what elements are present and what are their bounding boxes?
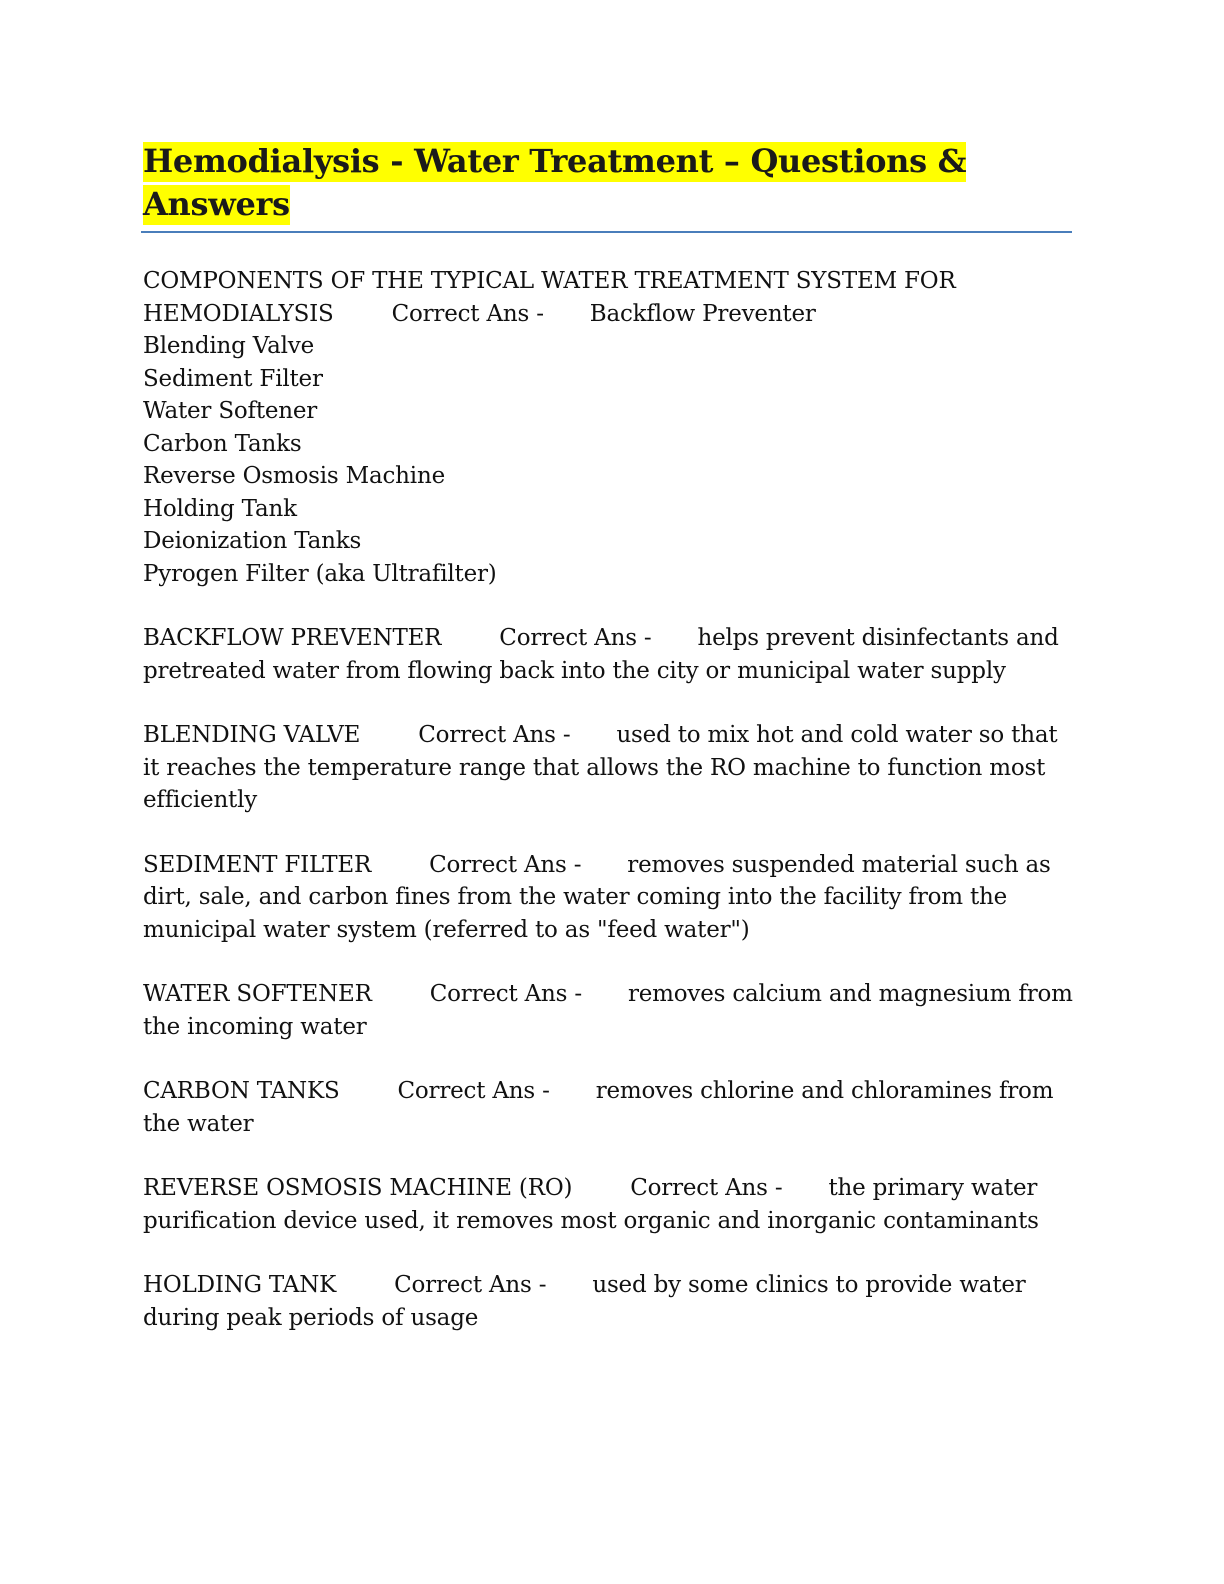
qa-item (143, 622, 1073, 687)
answer-label: Correct Ans - (397, 1078, 550, 1104)
answer-label: Correct Ans - (630, 1175, 783, 1201)
component-item: Blending Valve (143, 333, 314, 359)
qa-answer: used to mix hot and cold water so that it reaches the temperature range that allows the RO machine to function most efficiently (143, 722, 1058, 813)
answer-label: Correct Ans - (499, 625, 652, 651)
qa-answer: removes calcium and magnesium from the incoming water (143, 981, 1073, 1040)
component-item: Holding Tank (143, 495, 297, 522)
qa-question: HOLDING TANK (143, 1272, 337, 1298)
qa-answer: used by some clinics to provide water during peak periods of usage (143, 1272, 1026, 1331)
component-item: Sediment Filter (143, 365, 323, 392)
title-line-2: Answers (143, 185, 290, 223)
qa-item (143, 1172, 1073, 1237)
component-item: Deionization Tanks (143, 528, 362, 554)
document-body (143, 265, 1073, 1334)
title-line-1: Hemodialysis - Water Treatment – Questions & (143, 142, 967, 180)
qa-question: BACKFLOW PREVENTER (143, 625, 442, 651)
intro-first-answer: Backflow Preventer (589, 300, 816, 327)
qa-item (143, 1075, 1073, 1140)
title-divider (141, 231, 1072, 233)
component-item: Pyrogen Filter (aka Ultrafilter) (143, 560, 497, 587)
intro-question: COMPONENTS OF THE TYPICAL WATER TREATMENT SYSTEM FOR HEMODIALYSIS (143, 268, 956, 327)
qa-question: SEDIMENT FILTER (143, 851, 372, 878)
qa-question: WATER SOFTENER (143, 981, 372, 1007)
answer-label: Correct Ans - (429, 851, 582, 878)
qa-question: CARBON TANKS (143, 1078, 340, 1104)
qa-item (143, 978, 1073, 1043)
component-item: Reverse Osmosis Machine (143, 463, 445, 489)
qa-item (143, 849, 1073, 947)
answer-label: Correct Ans - (394, 1272, 547, 1298)
qa-answer: removes chlorine and chloramines from the water (143, 1078, 1054, 1137)
qa-question: BLENDING VALVE (143, 722, 361, 748)
intro-block (143, 265, 1073, 590)
answer-label: Correct Ans - (391, 300, 544, 327)
qa-answer: the primary water purification device used, it removes most organic and inorganic contaminants (143, 1175, 1039, 1234)
component-item: Carbon Tanks (143, 430, 302, 457)
document-title (143, 140, 1073, 226)
document-page (143, 140, 1073, 1366)
answer-label: Correct Ans - (418, 722, 571, 748)
answer-label: Correct Ans - (429, 981, 582, 1007)
qa-answer: removes suspended material such as dirt, sale, and carbon fines from the water coming into the facility from the municipal water system (referred to as "feed water") (143, 851, 1051, 943)
qa-item (143, 1269, 1073, 1334)
qa-answer: helps prevent disinfectants and pretreated water from flowing back into the city or municipal water supply (143, 625, 1059, 684)
qa-question: REVERSE OSMOSIS MACHINE (RO) (143, 1175, 573, 1201)
component-item: Water Softener (143, 398, 318, 424)
qa-item (143, 719, 1073, 817)
